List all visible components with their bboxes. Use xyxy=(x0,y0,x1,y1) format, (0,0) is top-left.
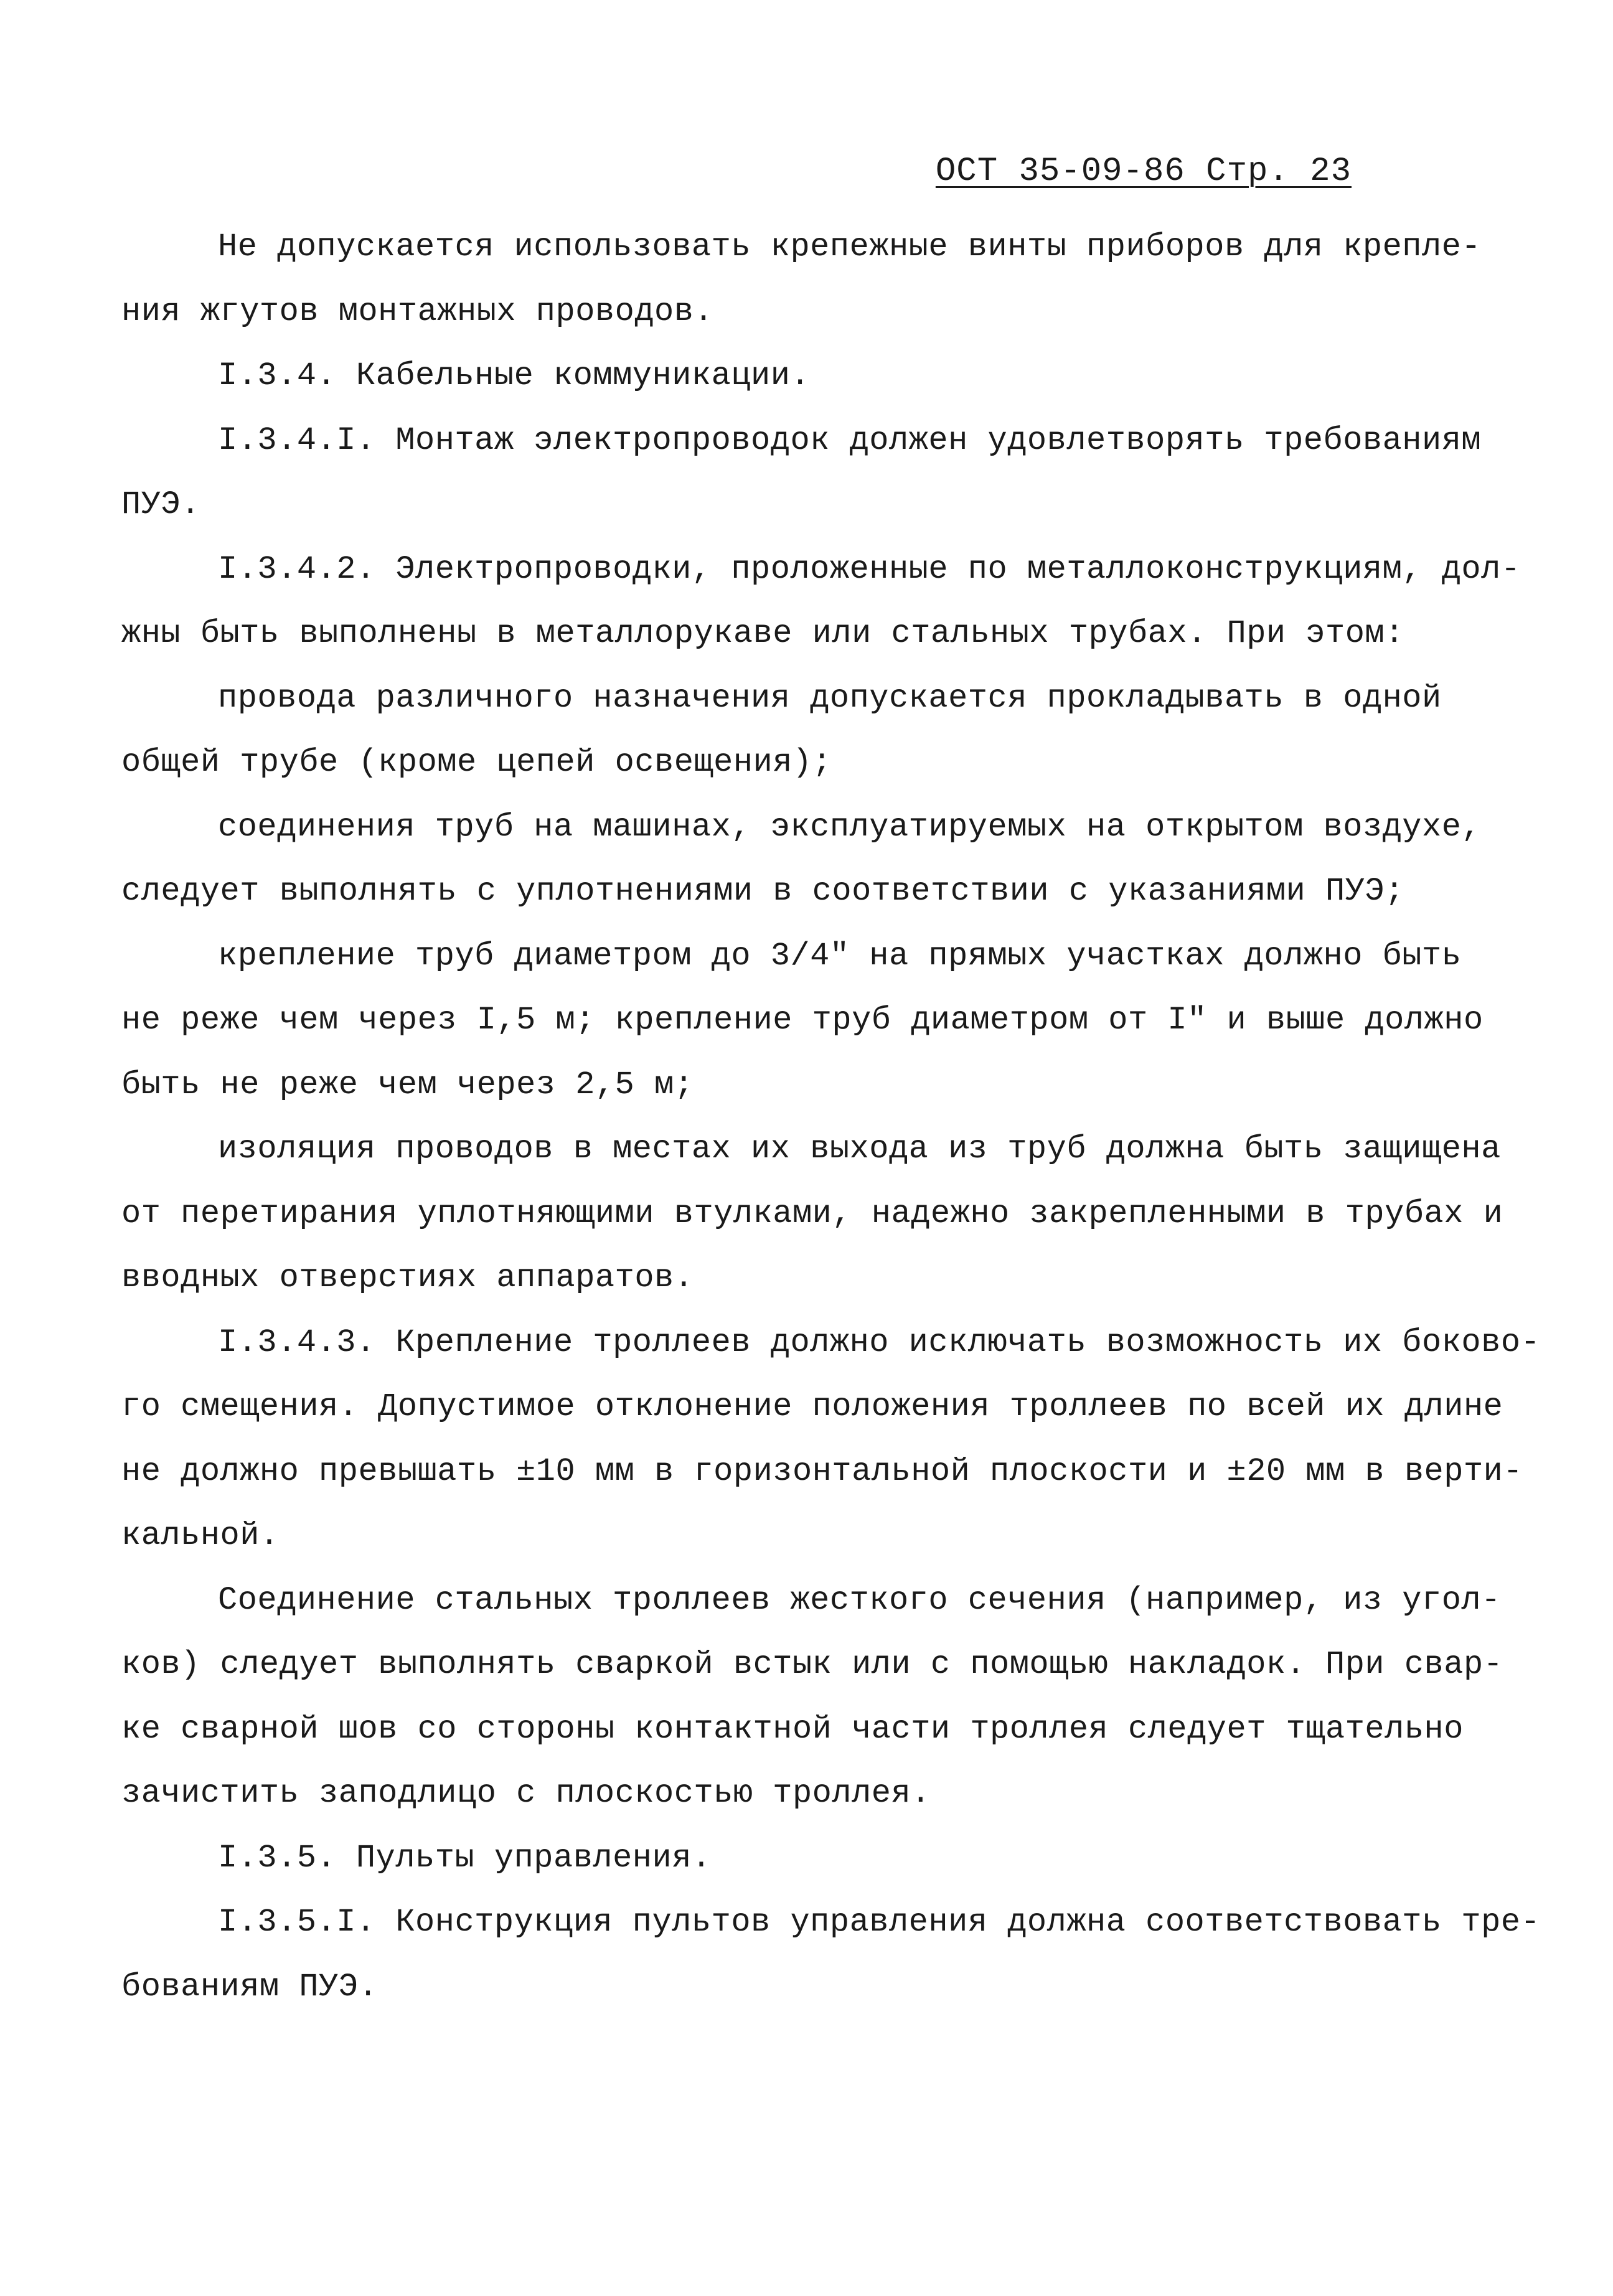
text-line: зачистить заподлицо с плоскостью троллея. xyxy=(121,1775,931,1812)
text-line: I.3.4.2. Электропроводки, проложенные по металлоконструкциям, дол- xyxy=(218,550,1521,588)
text-line: не реже чем через I,5 м; крепление труб диаметром от I" и выше должно xyxy=(121,1002,1484,1038)
text-line: вводных отверстиях аппаратов. xyxy=(121,1259,694,1296)
text-line: быть не реже чем через 2,5 м; xyxy=(121,1066,694,1103)
text-line: ке сварной шов со стороны контактной части троллея следует тщательно xyxy=(121,1710,1464,1748)
text-line: провода различного назначения допускается прокладывать в одной xyxy=(218,679,1442,717)
text-line: Не допускается использовать крепежные винты приборов для крепле- xyxy=(218,228,1482,265)
text-line: I.3.4. Кабельные коммуникации. xyxy=(218,357,811,394)
text-line: крепление труб диаметром до 3/4" на прямых участках должно быть xyxy=(218,937,1462,974)
text-line: бованиям ПУЭ. xyxy=(121,1968,379,2005)
text-line: Соединение стальных троллеев жесткого сечения (например, из угол- xyxy=(218,1581,1501,1619)
text-line: I.3.4.I. Монтаж электропроводок должен удовлетворять требованиям xyxy=(218,421,1482,459)
document-body xyxy=(121,215,1541,2019)
text-line: жны быть выполнены в металлорукаве или стальных трубах. При этом: xyxy=(121,615,1404,652)
text-line: I.3.4.3. Крепление троллеев должно исключать возможность их боково- xyxy=(218,1324,1541,1361)
text-line: го смещения. Допустимое отклонение положения троллеев по всей их длине xyxy=(121,1388,1503,1425)
text-line: не должно превышать ±10 мм в горизонтальной плоскости и ±20 мм в верти- xyxy=(121,1452,1523,1490)
text-line: ков) следует выполнять сваркой встык или с помощью накладок. При свар- xyxy=(121,1646,1503,1683)
text-line: ния жгутов монтажных проводов. xyxy=(121,293,714,330)
text-line: I.3.5.I. Конструкция пультов управления должна соответствовать тре- xyxy=(218,1904,1541,1941)
text-line: от перетирания уплотняющими втулками, надежно закрепленными в трубах и xyxy=(121,1195,1503,1232)
text-line: соединения труб на машинах, эксплуатируемых на открытом воздухе, xyxy=(218,808,1482,845)
text-line: следует выполнять с уплотнениями в соответствии с указаниями ПУЭ; xyxy=(121,873,1404,910)
text-line: изоляция проводов в местах их выхода из труб должна быть защищена xyxy=(218,1131,1501,1167)
text-line: I.3.5. Пульты управления. xyxy=(218,1839,712,1876)
text-line: общей трубе (кроме цепей освещения); xyxy=(121,744,832,781)
page-header: ОСТ 35-09-86 Стр. 23 xyxy=(935,153,1352,191)
text-line: кальной. xyxy=(121,1517,280,1554)
text-line: ПУЭ. xyxy=(121,486,200,523)
